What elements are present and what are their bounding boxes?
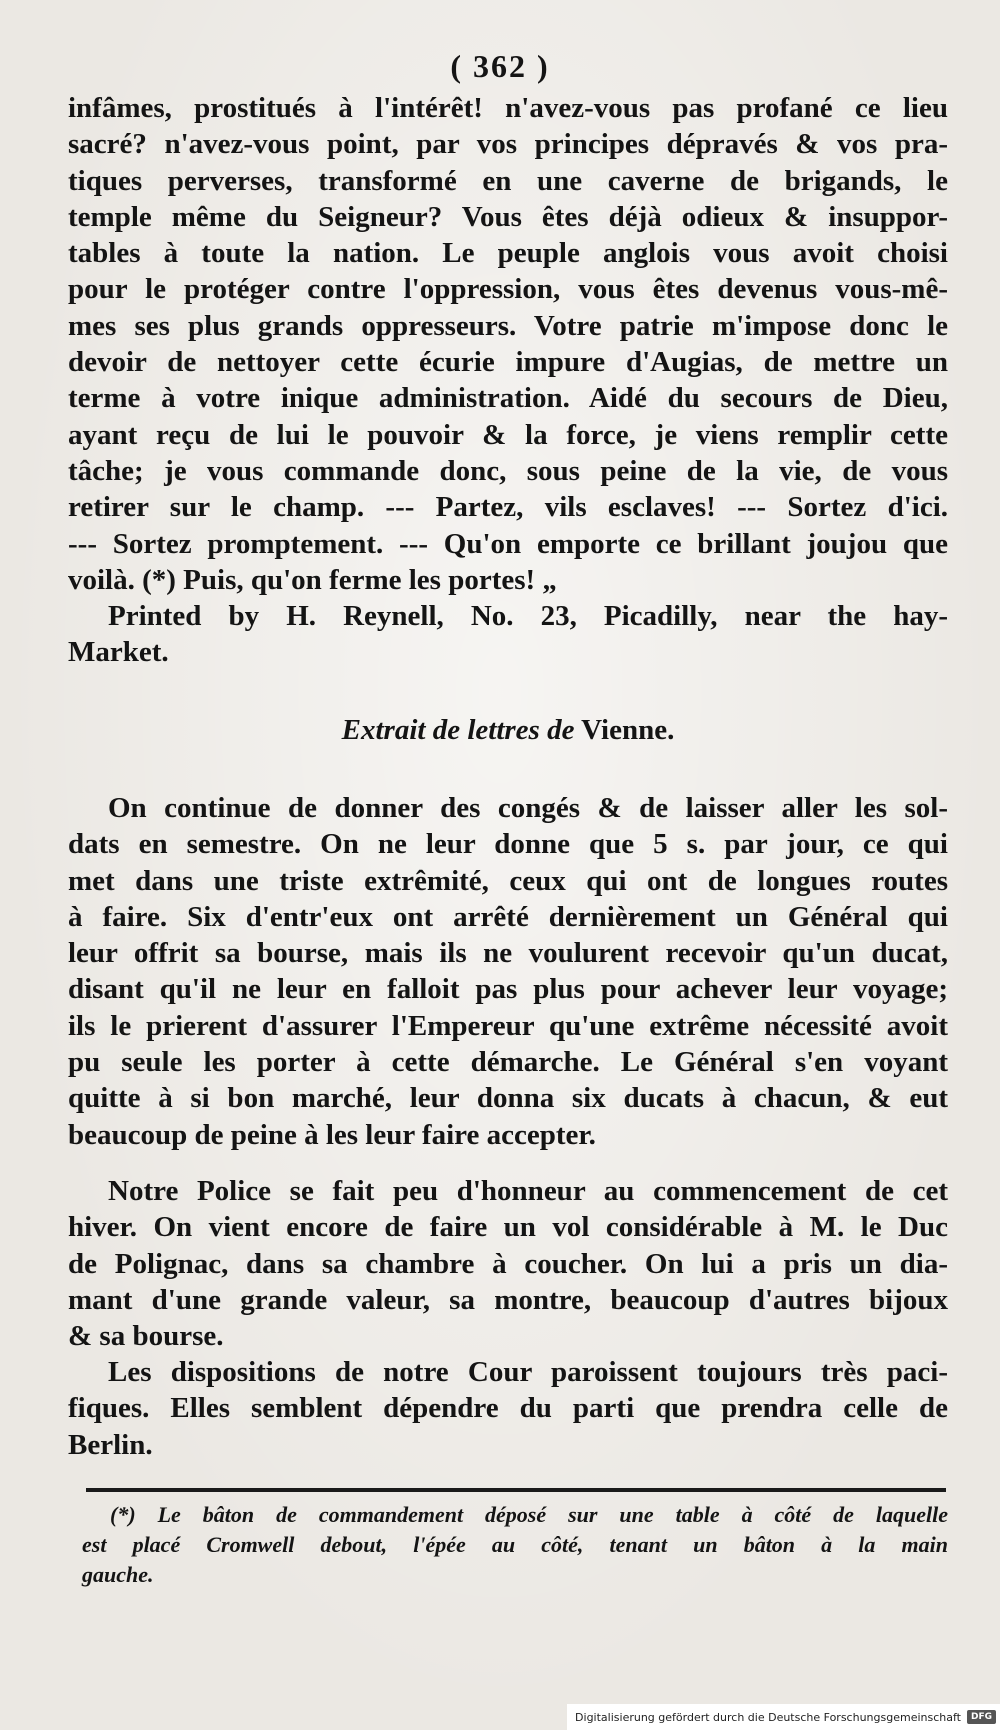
text-line: retirer sur le champ. --- Partez, vils esclaves! --- Sortez d'ici. xyxy=(68,491,948,524)
footnote-line: est placé Cromwell debout, l'épée au côté, tenant un bâton à la main xyxy=(82,1532,948,1557)
text-line: ils le prierent d'assurer l'Empereur qu'une extrême nécessité avoit xyxy=(68,1009,948,1042)
credit-text: Digitalisierung gefördert durch die Deutsche Forschungsgemeinschaft xyxy=(575,1710,961,1724)
heading-italic: Extrait de lettres de xyxy=(341,714,575,746)
paragraph-police xyxy=(68,1173,948,1354)
dfg-logo-icon: DFG xyxy=(967,1710,996,1724)
paragraph-cour xyxy=(68,1354,948,1463)
paragraph-conges xyxy=(68,790,948,1153)
text-line: pu seule les porter à cette démarche. Le Général s'en voyant xyxy=(68,1046,948,1079)
footnote xyxy=(82,1500,948,1590)
digitization-credit xyxy=(567,1704,1000,1730)
text-line: infâmes, prostitués à l'intérêt! n'avez-vous pas profané ce lieu xyxy=(68,92,948,124)
imprint-line: Market. xyxy=(68,636,169,669)
text-line: voilà. (*) Puis, qu'on ferme les portes! „ xyxy=(68,563,557,596)
section-heading xyxy=(68,712,948,748)
text-line: de Polignac, dans sa chambre à coucher. On lui a pris un dia- xyxy=(68,1247,948,1280)
text-line: Berlin. xyxy=(68,1428,153,1461)
text-line: pour le protéger contre l'oppression, vous êtes devenus vous-mê- xyxy=(68,273,948,306)
heading-line xyxy=(68,712,948,748)
text-line: leur offrit sa bourse, mais ils ne voulurent recevoir qu'un ducat, xyxy=(68,937,948,970)
text-line: Les dispositions de notre Cour paroissent toujours très paci- xyxy=(108,1356,948,1388)
paragraph-cromwell-speech xyxy=(68,90,948,671)
text-line: beaucoup de peine à les leur faire accepter. xyxy=(68,1118,596,1151)
text-line: à faire. Six d'entr'eux ont arrêté dernièrement un Général qui xyxy=(68,900,948,933)
text-line: met dans une triste extrêmité, ceux qui ont de longues routes xyxy=(68,864,948,897)
text-line: dats en semestre. On ne leur donne que 5 s. par jour, ce qui xyxy=(68,828,948,861)
text-line: hiver. On vient encore de faire un vol considérable à M. le Duc xyxy=(68,1211,948,1244)
text-line: mes ses plus grands oppresseurs. Votre patrie m'impose donc le xyxy=(68,309,948,342)
footnote-divider xyxy=(86,1488,946,1492)
text-line: temple même du Seigneur? Vous êtes déjà odieux & insuppor- xyxy=(68,200,948,233)
text-line: & sa bourse. xyxy=(68,1320,224,1353)
text-line: tâche; je vous commande donc, sous peine de la vie, de vous xyxy=(68,454,948,487)
text-line: Notre Police se fait peu d'honneur au commencement de cet xyxy=(108,1175,948,1207)
text-line: devoir de nettoyer cette écurie impure d'Augias, de mettre un xyxy=(68,346,948,379)
text-line: terme à votre inique administration. Aidé du secours de Dieu, xyxy=(68,382,948,415)
heading-roman: Vienne. xyxy=(574,714,675,746)
text-line: ayant reçu de lui le pouvoir & la force, je viens remplir cette xyxy=(68,418,948,451)
footnote-line: (*) Le bâton de commandement déposé sur une table à côté de laquelle xyxy=(110,1502,948,1527)
text-line: tiques perverses, transformé en une caverne de brigands, le xyxy=(68,164,948,197)
text-line: --- Sortez promptement. --- Qu'on emporte ce brillant joujou que xyxy=(68,527,948,560)
text-line: fiques. Elles semblent dépendre du parti que prendra celle de xyxy=(68,1392,948,1425)
page-number: ( 362 ) xyxy=(450,48,550,84)
text-line: quitte à si bon marché, leur donna six ducats à chacun, & eut xyxy=(68,1082,948,1115)
text-line: tables à toute la nation. Le peuple anglois vous avoit choisi xyxy=(68,237,948,270)
text-line: mant d'une grande valeur, sa montre, beaucoup d'autres bijoux xyxy=(68,1283,948,1316)
text-line: sacré? n'avez-vous point, par vos principes dépravés & vos pra- xyxy=(68,128,948,161)
text-line: On continue de donner des congés & de laisser aller les sol- xyxy=(108,792,948,824)
footnote-line: gauche. xyxy=(82,1562,154,1587)
imprint-line: Printed by H. Reynell, No. 23, Picadilly, near the hay- xyxy=(108,600,948,633)
text-line: disant qu'il ne leur en falloit pas plus pour achever leur voyage; xyxy=(68,973,948,1006)
